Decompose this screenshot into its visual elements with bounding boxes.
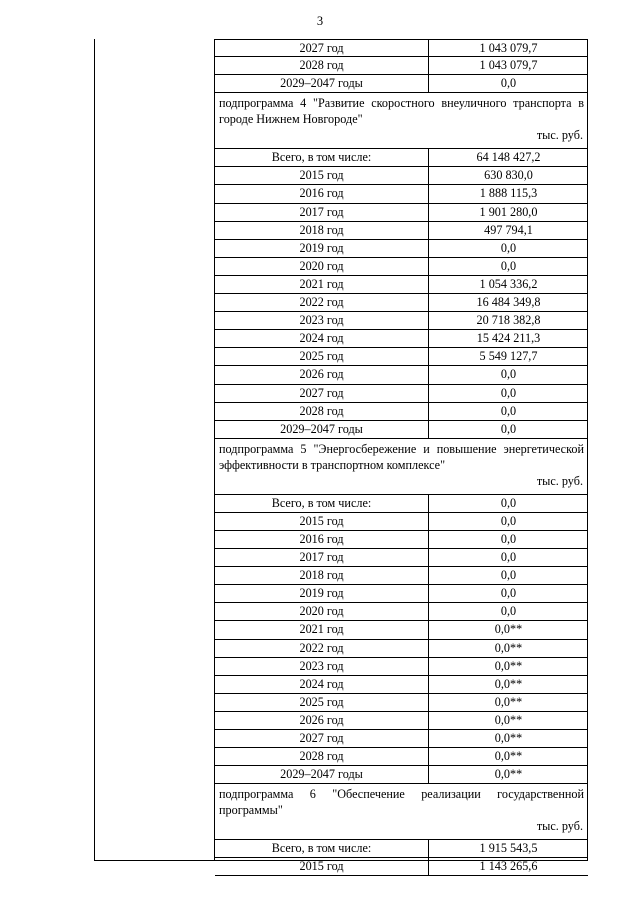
table-row: [215, 258, 588, 276]
table-row: [215, 748, 588, 766]
amount-cell: 1 043 079,7: [479, 41, 538, 55]
amount-cell: 0,0: [500, 586, 517, 601]
year-cell: 2023 год: [215, 312, 429, 329]
table-row: [215, 766, 588, 784]
amount-cell: 0,0: [500, 495, 517, 510]
amount-cell: 0,0: [500, 240, 517, 255]
subprogram-4-header: [215, 93, 588, 149]
amount-cell: 0,0: [500, 403, 517, 418]
year-cell: Всего, в том числе:: [215, 840, 429, 857]
subprogram-4-title: подпрограмма 4 "Развитие скоростного внеуличного транспорта в городе Нижнем Новгороде": [219, 96, 584, 127]
amount-cell: 0,0: [500, 76, 517, 91]
table-row: [215, 712, 588, 730]
year-cell: 2015 год: [215, 858, 429, 875]
table-row: [215, 57, 588, 75]
year-cell: 2015 год: [215, 167, 429, 184]
amount-cell: 1 043 079,7: [479, 58, 538, 73]
amount-cell: 0,0: [500, 513, 517, 528]
table-row: [215, 185, 588, 203]
year-cell: 2029–2047 годы: [215, 75, 429, 92]
year-cell: 2016 год: [215, 531, 429, 548]
year-cell: 2026 год: [215, 712, 429, 729]
table-row: [215, 240, 588, 258]
table-row: [215, 403, 588, 421]
table-row: [215, 312, 588, 330]
table-row: [215, 385, 588, 403]
table-row: [215, 513, 588, 531]
amount-cell: 0,0**: [494, 676, 523, 691]
amount-cell: 0,0: [500, 385, 517, 400]
units-label: тыс. руб.: [536, 473, 583, 488]
table-row: [215, 366, 588, 384]
table-row: [215, 294, 588, 312]
table-row: [215, 640, 588, 658]
amount-cell: 0,0**: [494, 640, 523, 655]
year-cell: Всего, в том числе:: [215, 495, 429, 512]
subprogram-6-header: [215, 784, 588, 840]
year-cell: 2015 год: [215, 513, 429, 530]
year-cell: Всего, в том числе:: [215, 149, 429, 166]
amount-cell: 630 830,0: [484, 168, 533, 183]
amount-cell: 497 794,1: [484, 222, 533, 237]
year-cell: 2024 год: [215, 330, 429, 347]
subprogram-5-header: [215, 439, 588, 495]
year-cell: 2025 год: [215, 348, 429, 365]
table-row: [215, 75, 588, 93]
year-cell: 2018 год: [215, 222, 429, 239]
subprogram-6-title: подпрограмма 6 "Обеспечение реализации государственной программы": [219, 787, 584, 818]
amount-cell: 5 549 127,7: [479, 349, 538, 364]
year-cell: 2017 год: [215, 549, 429, 566]
year-cell: 2016 год: [215, 185, 429, 202]
subprogram-4-rows: [215, 149, 588, 439]
table-row: [215, 840, 588, 858]
year-cell: 2027 год: [215, 385, 429, 402]
year-cell: 2027 год: [215, 40, 429, 56]
funding-column: [215, 39, 588, 876]
table-row: [215, 149, 588, 167]
table-row: [215, 531, 588, 549]
subprogram-5-title: подпрограмма 5 "Энергосбережение и повышение энергетической эффективности в транспортном комплексе": [219, 441, 584, 472]
year-cell: 2021 год: [215, 276, 429, 293]
units-label: тыс. руб.: [536, 819, 583, 834]
year-cell: 2019 год: [215, 585, 429, 602]
year-cell: 2022 год: [215, 640, 429, 657]
amount-cell: 0,0**: [494, 731, 523, 745]
year-cell: 2028 год: [215, 403, 429, 420]
subprogram-6-rows: [215, 840, 588, 876]
budget-table: [94, 39, 588, 874]
year-cell: 2028 год: [215, 748, 429, 765]
year-cell: 2023 год: [215, 658, 429, 675]
year-cell: 2029–2047 годы: [215, 766, 429, 783]
units-label: тыс. руб.: [536, 128, 583, 143]
table-row: [215, 222, 588, 240]
table-row: [215, 603, 588, 621]
year-cell: 2019 год: [215, 240, 429, 257]
table-row: [215, 495, 588, 513]
amount-cell: 0,0: [500, 568, 517, 583]
rows-group-top: [215, 39, 588, 93]
table-row: [215, 276, 588, 294]
year-cell: 2028 год: [215, 57, 429, 74]
amount-cell: 16 484 349,8: [476, 295, 541, 310]
subprogram-5-rows: [215, 495, 588, 785]
table-row: [215, 676, 588, 694]
table-row: [215, 204, 588, 222]
amount-cell: 1 901 280,0: [479, 204, 538, 219]
table-row: [215, 858, 588, 876]
year-cell: 2021 год: [215, 621, 429, 638]
table-row: [215, 694, 588, 712]
year-cell: 2024 год: [215, 676, 429, 693]
amount-cell: 1 054 336,2: [479, 276, 538, 291]
year-cell: 2022 год: [215, 294, 429, 311]
year-cell: 2026 год: [215, 366, 429, 383]
amount-cell: 15 424 211,3: [476, 331, 541, 346]
table-row: [215, 549, 588, 567]
year-cell: 2029–2047 годы: [215, 421, 429, 438]
amount-cell: 20 718 382,8: [476, 313, 541, 328]
page-number: 3: [316, 14, 324, 28]
year-cell: 2017 год: [215, 204, 429, 221]
amount-cell: 0,0**: [494, 622, 523, 637]
table-row: [215, 567, 588, 585]
year-cell: 2020 год: [215, 258, 429, 275]
amount-cell: 0,0: [500, 367, 517, 382]
amount-cell: 0,0: [500, 550, 517, 565]
amount-cell: 64 148 427,2: [476, 150, 541, 165]
table-row: [215, 348, 588, 366]
amount-cell: 0,0: [500, 258, 517, 273]
table-row: [215, 330, 588, 348]
amount-cell: 1 915 543,5: [479, 841, 538, 856]
amount-cell: 1 888 115,3: [479, 186, 538, 201]
amount-cell: 1 143 265,6: [479, 859, 538, 874]
table-row: [215, 39, 588, 57]
amount-cell: 0,0: [500, 421, 517, 436]
table-row: [215, 658, 588, 676]
amount-cell: 0,0**: [494, 712, 523, 727]
year-cell: 2025 год: [215, 694, 429, 711]
amount-cell: 0,0: [500, 604, 517, 619]
amount-cell: 0,0**: [494, 658, 523, 673]
table-row: [215, 621, 588, 639]
amount-cell: 0,0: [500, 531, 517, 546]
amount-cell: 0,0**: [494, 767, 523, 782]
table-row: [215, 585, 588, 603]
amount-cell: 0,0**: [494, 694, 523, 709]
year-cell: 2018 год: [215, 567, 429, 584]
amount-cell: 0,0**: [494, 749, 523, 764]
table-row: [215, 730, 588, 748]
year-cell: 2027 год: [215, 730, 429, 747]
table-row: [215, 167, 588, 185]
year-cell: 2020 год: [215, 603, 429, 620]
table-row: [215, 421, 588, 439]
